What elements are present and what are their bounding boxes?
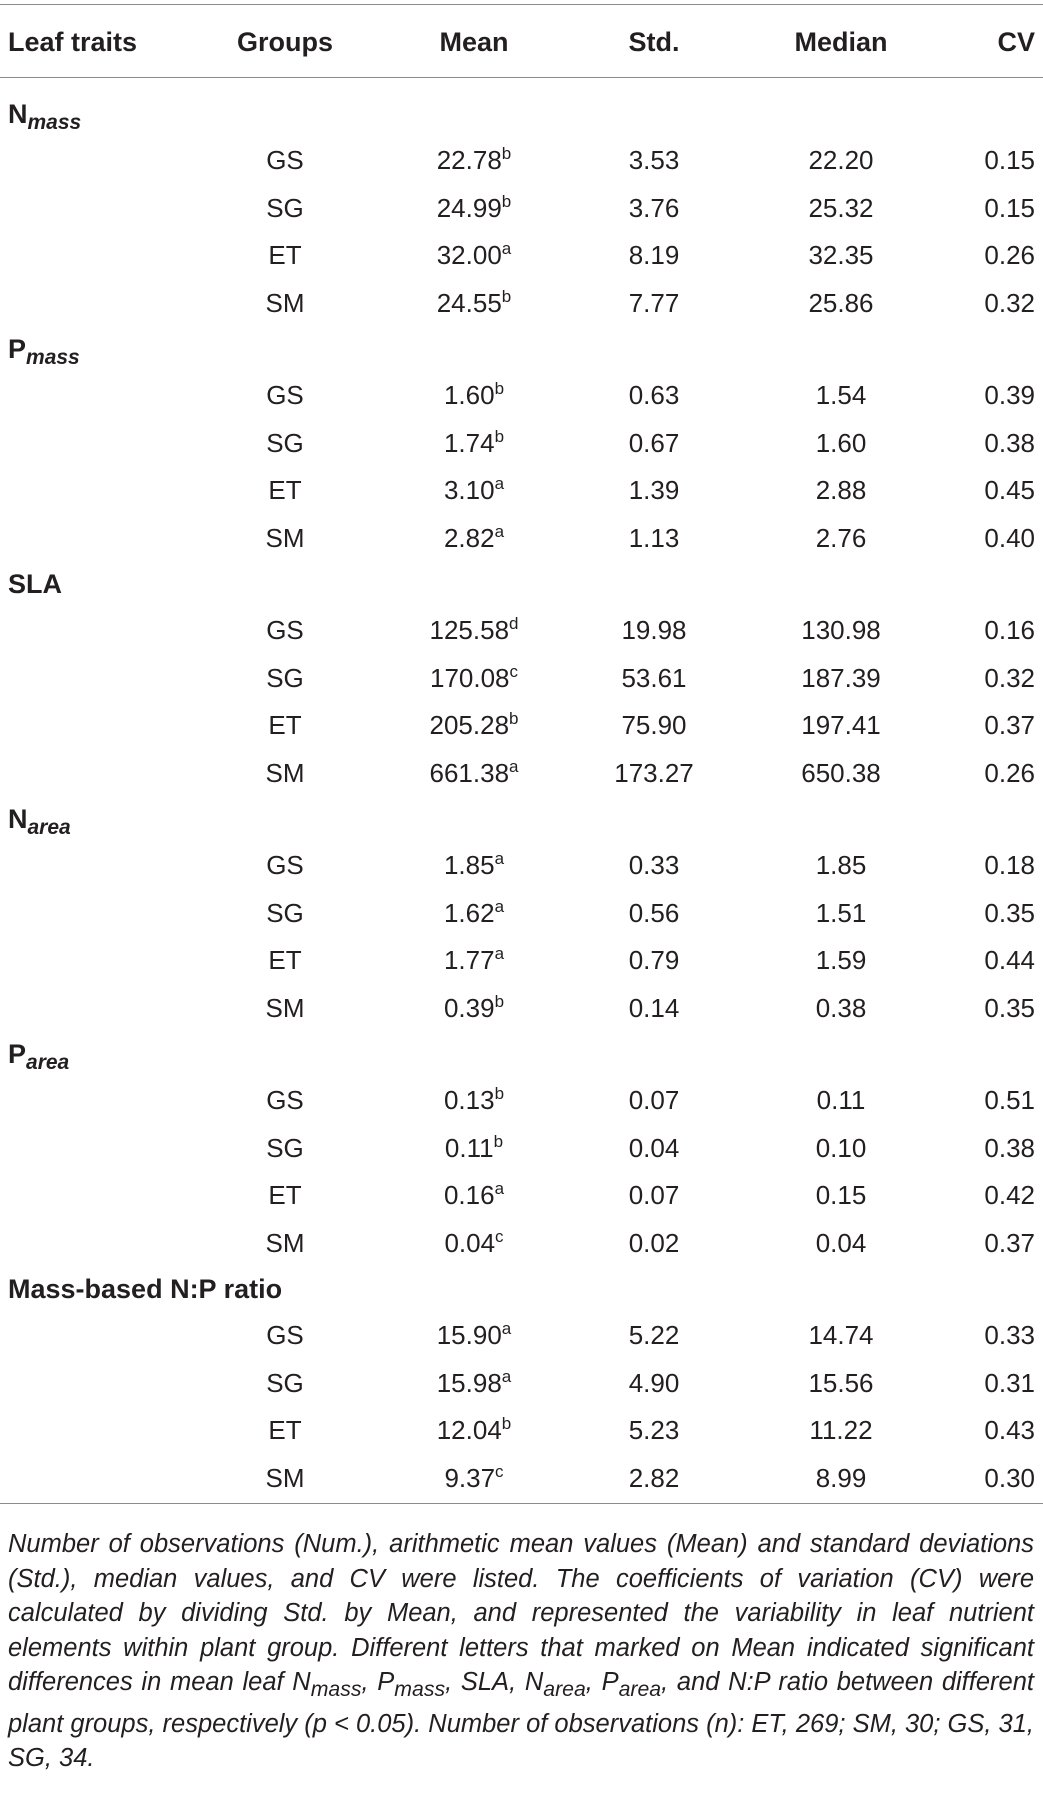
section-title-label: SLA (8, 569, 62, 599)
significance-letter: b (494, 1084, 505, 1103)
footnote-part: , P (361, 1668, 395, 1696)
cell-median: 0.38 (815, 992, 867, 1023)
cell-mean (400, 607, 548, 655)
section-title-label: P (8, 1039, 27, 1069)
cell-cv: 0.18 (984, 850, 1035, 880)
footnote-subscript: area (618, 1677, 662, 1702)
cell-mean (400, 890, 548, 938)
mean-value: 125.58 (429, 615, 510, 645)
section-title-label: Mass-based N:P ratio (8, 1274, 283, 1304)
mean-value: 22.78 (436, 145, 502, 175)
cell-std: 1.13 (628, 522, 680, 553)
section-title-text (8, 562, 62, 607)
section-title (0, 327, 1043, 372)
cell-std: 3.76 (628, 192, 680, 223)
cell-cv: 0.33 (984, 1320, 1035, 1350)
cell-median: 14.74 (808, 1320, 874, 1350)
mean-value: 0.04 (444, 1227, 496, 1258)
footnote-subscript: area (543, 1677, 586, 1702)
table-row (0, 185, 1043, 233)
cell-cv: 0.15 (984, 145, 1035, 175)
cell-mean (400, 185, 548, 233)
cell-mean (400, 1455, 548, 1503)
cell-group: SG (266, 1367, 304, 1398)
mean-value: 9.37 (444, 1462, 496, 1493)
cell-median: 32.35 (808, 240, 874, 270)
header-median: Median (794, 27, 888, 57)
cell-mean (400, 985, 548, 1033)
cell-std: 0.07 (628, 1085, 680, 1115)
cell-group: SG (266, 897, 304, 928)
cell-std: 4.90 (628, 1367, 680, 1398)
section-title-subscript: area (27, 816, 71, 839)
cell-mean (400, 515, 548, 563)
cell-median: 11.22 (809, 1415, 873, 1445)
mean-value: 1.62 (443, 897, 495, 928)
cell-median: 0.10 (815, 1132, 867, 1163)
cell-std: 0.04 (628, 1132, 680, 1163)
cell-group: ET (268, 1180, 302, 1210)
cell-cv: 0.43 (984, 1415, 1035, 1445)
table-row (0, 420, 1043, 468)
mean-value: 32.00 (436, 240, 502, 270)
cell-median: 130.98 (801, 615, 881, 645)
table-row (0, 1172, 1043, 1220)
cell-cv: 0.31 (984, 1367, 1035, 1398)
table-row (0, 985, 1043, 1033)
cell-std: 53.61 (621, 662, 687, 693)
significance-letter: c (495, 1461, 504, 1481)
significance-letter: b (494, 426, 505, 446)
cell-cv: 0.16 (984, 615, 1035, 645)
cell-median: 0.11 (816, 1085, 866, 1115)
table-header-rule (0, 77, 1043, 78)
mean-value: 170.08 (429, 662, 510, 693)
cell-cv: 0.38 (984, 1132, 1035, 1163)
mean-value: 12.04 (436, 1415, 502, 1445)
footnote-part: Number of observations (Num.), arithmetic mean values (Mean) and standard deviations (Std.), median values, and CV were listed. The coefficients of variation (CV) were calculated by dividing Std. by Mean, and represented the variability in leaf nutrient elements within plant group. Different letters that marked on Mean indicated significant differences in mean leaf N (8, 1530, 1034, 1696)
significance-letter: b (501, 191, 512, 211)
significance-letter: b (494, 991, 505, 1011)
significance-letter: a (494, 521, 505, 541)
cell-std: 173.27 (614, 757, 694, 788)
cell-median: 25.86 (808, 287, 874, 318)
cell-group: SG (266, 427, 304, 458)
cell-mean (400, 467, 548, 515)
mean-value: 205.28 (429, 710, 510, 740)
mean-value: 2.82 (443, 522, 495, 553)
cell-group: GS (266, 615, 304, 645)
cell-std: 0.56 (628, 897, 680, 928)
cell-cv: 0.26 (984, 240, 1035, 270)
cell-median: 2.88 (815, 475, 867, 505)
cell-group: ET (268, 1415, 302, 1445)
cell-cv: 0.44 (984, 945, 1035, 975)
cell-group: SM (265, 757, 305, 788)
mean-value: 15.90 (436, 1320, 502, 1350)
cell-group: GS (266, 1085, 304, 1115)
cell-median: 1.51 (815, 897, 867, 928)
cell-median: 1.54 (815, 380, 867, 410)
cell-cv: 0.15 (984, 192, 1035, 223)
cell-std: 0.79 (628, 945, 680, 975)
cell-group: SM (265, 1227, 305, 1258)
section-title-subscript: mass (27, 111, 82, 134)
significance-letter: a (501, 1319, 512, 1338)
cell-std: 8.19 (628, 240, 680, 270)
cell-group: SM (265, 522, 305, 553)
significance-letter: b (501, 1414, 512, 1433)
cell-cv: 0.38 (984, 427, 1035, 458)
mean-value: 0.13 (443, 1085, 495, 1115)
cell-median: 0.04 (815, 1227, 867, 1258)
significance-letter: c (495, 1226, 504, 1246)
cell-std: 75.90 (621, 710, 687, 740)
cell-mean (400, 937, 548, 985)
mean-value: 0.39 (443, 992, 495, 1023)
cell-std: 1.39 (628, 475, 680, 505)
cell-cv: 0.26 (984, 757, 1035, 788)
cell-std: 19.98 (621, 615, 687, 645)
footnote-part: , P (585, 1668, 619, 1696)
cell-mean (400, 842, 548, 890)
table-row (0, 890, 1043, 938)
section-title (0, 92, 1043, 137)
header-leaf-traits: Leaf traits (8, 27, 138, 57)
significance-letter: a (494, 1179, 505, 1198)
table-row (0, 232, 1043, 280)
cell-mean (400, 1407, 548, 1455)
section-title-text (8, 1267, 282, 1312)
table-top-rule (0, 4, 1043, 5)
table-row (0, 750, 1043, 798)
cell-mean (400, 702, 548, 750)
cell-group: ET (268, 945, 302, 975)
significance-letter: a (501, 1366, 512, 1386)
table-row (0, 937, 1043, 985)
section-title-subscript: mass (26, 346, 80, 369)
significance-letter: a (494, 849, 505, 868)
cell-median: 1.85 (815, 850, 867, 880)
cell-mean (400, 1172, 548, 1220)
table-row (0, 467, 1043, 515)
cell-mean (400, 137, 548, 185)
mean-value: 15.98 (436, 1367, 502, 1398)
significance-letter: b (494, 379, 505, 398)
table-bottom-rule (0, 1503, 1043, 1504)
cell-mean (400, 655, 548, 703)
significance-letter: a (501, 239, 512, 258)
mean-value: 24.99 (436, 192, 502, 223)
cell-median: 1.59 (815, 945, 867, 975)
cell-median: 8.99 (815, 1462, 867, 1493)
header-groups: Groups (236, 27, 333, 57)
table-row (0, 1125, 1043, 1173)
cell-mean (400, 1312, 548, 1360)
cell-std: 0.02 (628, 1227, 680, 1258)
cell-median: 2.76 (815, 522, 867, 553)
cell-median: 650.38 (801, 757, 881, 788)
footnote-subscript: mass (394, 1677, 446, 1702)
cell-group: SM (265, 287, 305, 318)
cell-mean (400, 750, 548, 798)
cell-mean (400, 1220, 548, 1268)
cell-median: 187.39 (801, 662, 881, 693)
header-std: Std. (628, 27, 680, 57)
table-row (0, 280, 1043, 328)
cell-std: 0.63 (628, 380, 680, 410)
cell-median: 25.32 (808, 192, 874, 223)
significance-letter: b (501, 144, 512, 163)
cell-cv: 0.32 (984, 662, 1035, 693)
mean-value: 661.38 (429, 757, 510, 788)
cell-cv: 0.37 (984, 1227, 1035, 1258)
mean-value: 1.85 (443, 850, 495, 880)
cell-median: 197.41 (801, 710, 881, 740)
table-row (0, 137, 1043, 185)
table-row (0, 1312, 1043, 1360)
cell-median: 15.56 (808, 1367, 874, 1398)
header-cv: CV (997, 27, 1035, 57)
table-row (0, 1077, 1043, 1125)
table-body (0, 92, 1043, 1502)
cell-group: SG (266, 662, 304, 693)
table-row (0, 655, 1043, 703)
cell-cv: 0.40 (984, 522, 1035, 553)
table-row (0, 1220, 1043, 1268)
cell-group: SM (265, 992, 305, 1023)
section-title-label: P (8, 334, 27, 364)
cell-mean (400, 232, 548, 280)
cell-std: 3.53 (628, 145, 680, 175)
section-title (0, 797, 1043, 842)
cell-group: ET (268, 710, 302, 740)
table-row (0, 842, 1043, 890)
cell-mean (400, 372, 548, 420)
mean-value: 0.16 (443, 1180, 495, 1210)
cell-group: GS (266, 1320, 304, 1350)
table-row (0, 1360, 1043, 1408)
cell-mean (400, 1360, 548, 1408)
cell-std: 0.14 (628, 992, 680, 1023)
cell-median: 22.20 (808, 145, 874, 175)
significance-letter: c (509, 661, 519, 681)
cell-std: 0.67 (628, 427, 680, 458)
cell-cv: 0.32 (984, 287, 1035, 318)
table-row (0, 607, 1043, 655)
cell-group: SM (265, 1462, 305, 1493)
cell-mean (400, 420, 548, 468)
significance-letter: a (494, 896, 505, 916)
cell-cv: 0.45 (984, 475, 1035, 505)
table-row (0, 1407, 1043, 1455)
header-mean: Mean (439, 27, 509, 57)
footnote-part: , SLA, N (445, 1668, 544, 1696)
mean-value: 1.77 (443, 945, 495, 975)
section-title (0, 562, 1043, 607)
cell-median: 0.15 (815, 1180, 867, 1210)
cell-cv: 0.39 (984, 380, 1035, 410)
section-title (0, 1267, 1043, 1312)
section-title (0, 1032, 1043, 1077)
footnote-text (8, 1527, 1034, 1776)
cell-group: GS (266, 380, 304, 410)
significance-letter: a (509, 756, 519, 776)
cell-median: 1.60 (815, 427, 867, 458)
cell-std: 0.33 (628, 850, 680, 880)
cell-std: 2.82 (628, 1462, 680, 1493)
mean-value: 1.74 (443, 427, 495, 458)
cell-std: 5.23 (628, 1415, 680, 1445)
table-row (0, 702, 1043, 750)
section-title-subscript: area (26, 1051, 70, 1074)
table-row (0, 1455, 1043, 1503)
footnote-subscript: mass (310, 1677, 362, 1702)
section-title-label: N (8, 804, 28, 834)
cell-cv: 0.35 (984, 897, 1035, 928)
cell-group: SG (266, 1132, 304, 1163)
cell-cv: 0.37 (984, 710, 1035, 740)
table-footnote (8, 1527, 1034, 1776)
cell-group: ET (268, 475, 302, 505)
significance-letter: a (494, 474, 505, 493)
section-title-label: N (8, 99, 28, 129)
mean-value: 24.55 (436, 287, 502, 318)
footnote-part: , and N:P ratio between different plant groups, respectively (p < 0.05). Number of observations (n): ET, 269; SM, 30; GS, 31, SG, 34. (8, 1668, 1034, 1773)
cell-mean (400, 280, 548, 328)
cell-std: 5.22 (628, 1320, 680, 1350)
cell-group: SG (266, 192, 304, 223)
significance-letter: d (509, 614, 519, 633)
cell-cv: 0.42 (984, 1180, 1035, 1210)
significance-letter: b (501, 286, 512, 306)
mean-value: 3.10 (443, 475, 495, 505)
cell-cv: 0.30 (984, 1462, 1035, 1493)
cell-cv: 0.35 (984, 992, 1035, 1023)
significance-letter: b (509, 709, 519, 728)
cell-std: 0.07 (628, 1180, 680, 1210)
cell-group: ET (268, 240, 302, 270)
table-row (0, 372, 1043, 420)
cell-std: 7.77 (628, 287, 680, 318)
cell-cv: 0.51 (984, 1085, 1035, 1115)
significance-letter: b (493, 1131, 504, 1151)
mean-value: 0.11 (444, 1132, 494, 1163)
table-header-row (0, 14, 1043, 70)
cell-group: GS (266, 145, 304, 175)
cell-mean (400, 1077, 548, 1125)
cell-group: GS (266, 850, 304, 880)
table-row (0, 515, 1043, 563)
cell-mean (400, 1125, 548, 1173)
significance-letter: a (494, 944, 505, 963)
mean-value: 1.60 (443, 380, 495, 410)
